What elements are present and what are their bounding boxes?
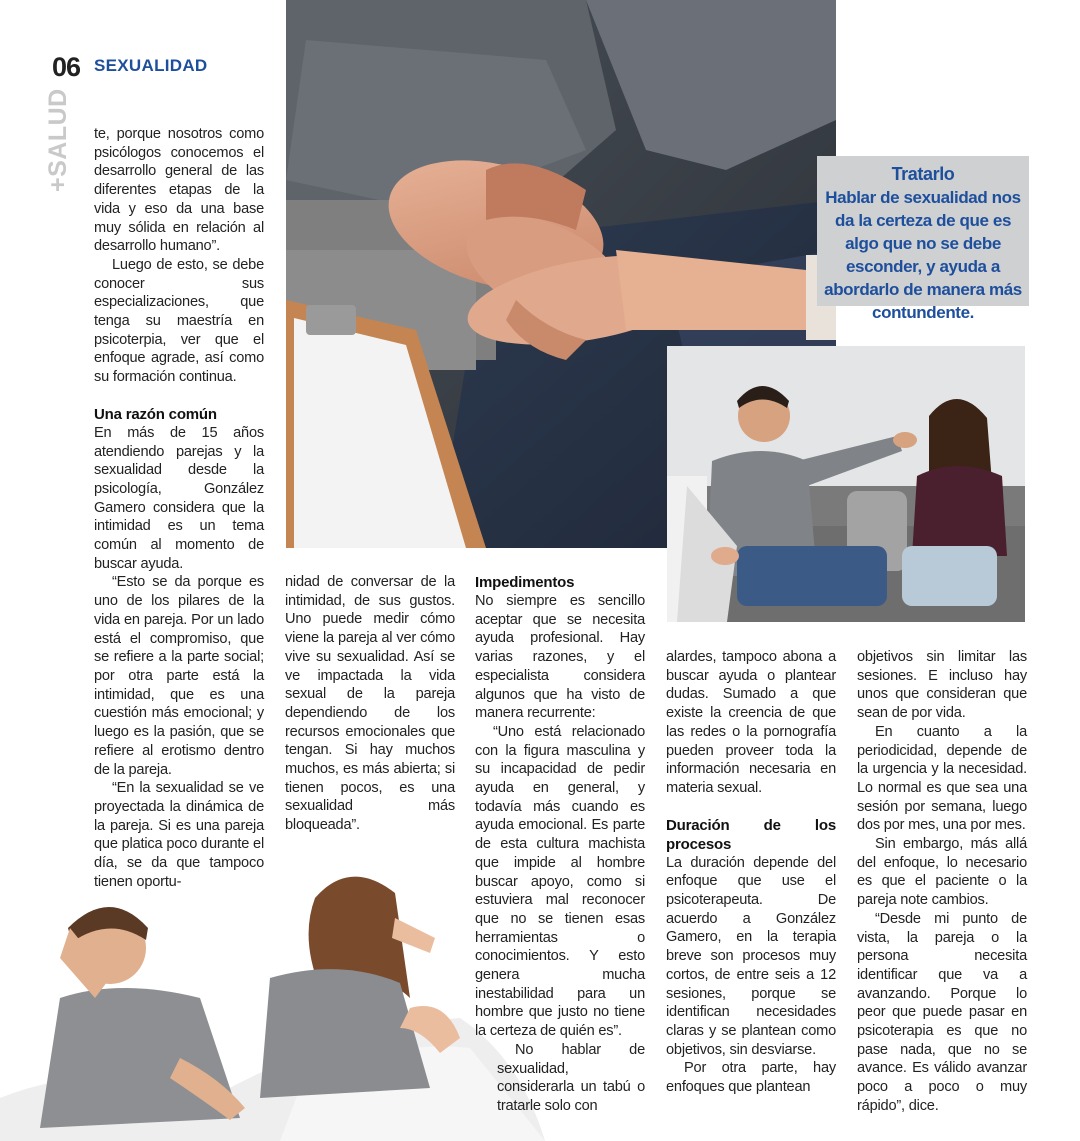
article-column-3 bbox=[475, 573, 645, 1116]
sad-couple-illustration bbox=[0, 858, 545, 1141]
column1-paragraph-2: Luego de esto, se debe conocer sus especializaciones, que tenga su maestría en psicoterpia, ver que el enfoque agrade, así como su formación continua. bbox=[94, 256, 264, 386]
column3-paragraph-2: “Uno está relacionado con la figura masculina y su incapacidad de pedir ayuda en general, y todavía más cuando es ayuda emocional. Es parte de esta cultura machista que impide al hombre buscar apoyo, como si estuviera mal reconocer que no se tienen esas herramientas o conocimientos. Y esto genera mucha inestabilidad para un hombre que justo no tiene la certeza de quién es”. bbox=[475, 723, 645, 1040]
couple-therapy-illustration bbox=[667, 346, 1025, 622]
column5-paragraph-2: En cuanto a la periodicidad, depende de la urgencia y la necesidad. Lo normal es que sea una sesión por semana, luego dos por mes, una por mes. bbox=[857, 723, 1027, 834]
sad-couple-photo bbox=[0, 858, 545, 1141]
couple-therapy-photo bbox=[667, 346, 1025, 622]
column5-paragraph-3: Sin embargo, más allá del enfoque, lo necesario es que el paciente o la pareja note cambios. bbox=[857, 836, 1027, 909]
subheading-duracion-de-los-procesos: Duración de los procesos bbox=[666, 816, 836, 853]
page-number: 06 bbox=[52, 52, 81, 82]
column4-paragraph-3: Por otra parte, hay enfoques que plantean bbox=[666, 1060, 836, 1096]
column5-paragraph-4: “Desde mi punto de vista, la pareja o la persona necesita identificar que va a avanzando. Porque lo peor que puede pasar en psicoterapia es que no pase nada, que no se avance. Es válido avanzar poco a poco o muy rápido”, dice. bbox=[857, 910, 1027, 1114]
article-column-2 bbox=[285, 573, 455, 835]
column1-paragraph-3: En más de 15 años atendiendo parejas y la sexualidad desde la psicología, González Gamero considera que la intimidad es un tema común al momento de buscar ayuda. bbox=[94, 424, 264, 572]
pull-quote-title: Tratarlo bbox=[891, 164, 955, 184]
column3-paragraph-1: No siempre es sencillo aceptar que se necesita ayuda profesional. Hay varias razones, y el especialista considera algunos que ha visto de manera recurrente: bbox=[475, 593, 645, 722]
article-column-5 bbox=[857, 648, 1027, 1116]
column1-paragraph-4: “Esto se da porque es uno de los pilares de la vida en pareja. Por un lado está el compromiso, que se refiere a la parte social; por otra parte está la intimidad, que es una cuestión más emocional; y luego es la pasión, que se refiere al erotismo dentro de la pareja. bbox=[94, 574, 264, 778]
column5-paragraph-1: objetivos sin limitar las sesiones. E incluso hay unos que consideran que sean de por vida. bbox=[857, 649, 1027, 722]
pull-quote bbox=[817, 156, 1029, 322]
section-title: SEXUALIDAD bbox=[94, 56, 208, 75]
vertical-section-label: +SALUD bbox=[44, 88, 72, 192]
spacer bbox=[94, 387, 264, 405]
column4-paragraph-2: La duración depende del enfoque que use el psicoterapeuta. De acuerdo a González Gamero, en la terapia breve son procesos muy cortos, de entre seis a 12 sesiones, porque se identifican necesidades claras y se plantean como objetivos, sin desviarse. bbox=[666, 854, 836, 1058]
column3-paragraph-3: No hablar de sexualidad, considerarla un tabú o tratarle solo con bbox=[497, 1041, 645, 1114]
column4-paragraph-1: alardes, tampoco abona a buscar ayuda o plantear dudas. Sumado a que existe la creencia de que las redes o la pornografía pueden proveer toda la información necesaria en materia sexual. bbox=[666, 649, 836, 796]
column2-paragraph-1: nidad de conversar de la intimidad, de sus gustos. Uno puede medir cómo viene la pareja al ver cómo vive su sexualidad. Así se ve impactada la vida sexual de la pareja dependiendo de los recursos emocionales que tengan. Si hay muchos muchos, es más abierta; si tienen pocos, es una sexualidad más bloqueada”. bbox=[285, 574, 455, 834]
article-column-4 bbox=[666, 648, 836, 1097]
pull-quote-body: Hablar de sexualidad nos da la certeza de que es algo que no se debe esconder, y ayuda a abordarlo de manera más contundente. bbox=[824, 188, 1022, 322]
article-column-1 bbox=[94, 125, 264, 891]
subheading-impedimentos: Impedimentos bbox=[475, 574, 575, 591]
spacer bbox=[666, 798, 836, 816]
subheading-una-razon-comun: Una razón común bbox=[94, 405, 217, 423]
column1-paragraph-1: te, porque nosotros como psicólogos conocemos el desarrollo general de las diferentes etapas de la vida y eso da una base muy sólida en relación al desarrollo humano”. bbox=[94, 126, 264, 255]
column1-paragraph-5: “En la sexualidad se ve proyectada la dinámica de la pareja. Si es una pareja que platica poco durante el día, se da que tampoco tienen oportu- bbox=[94, 780, 264, 890]
